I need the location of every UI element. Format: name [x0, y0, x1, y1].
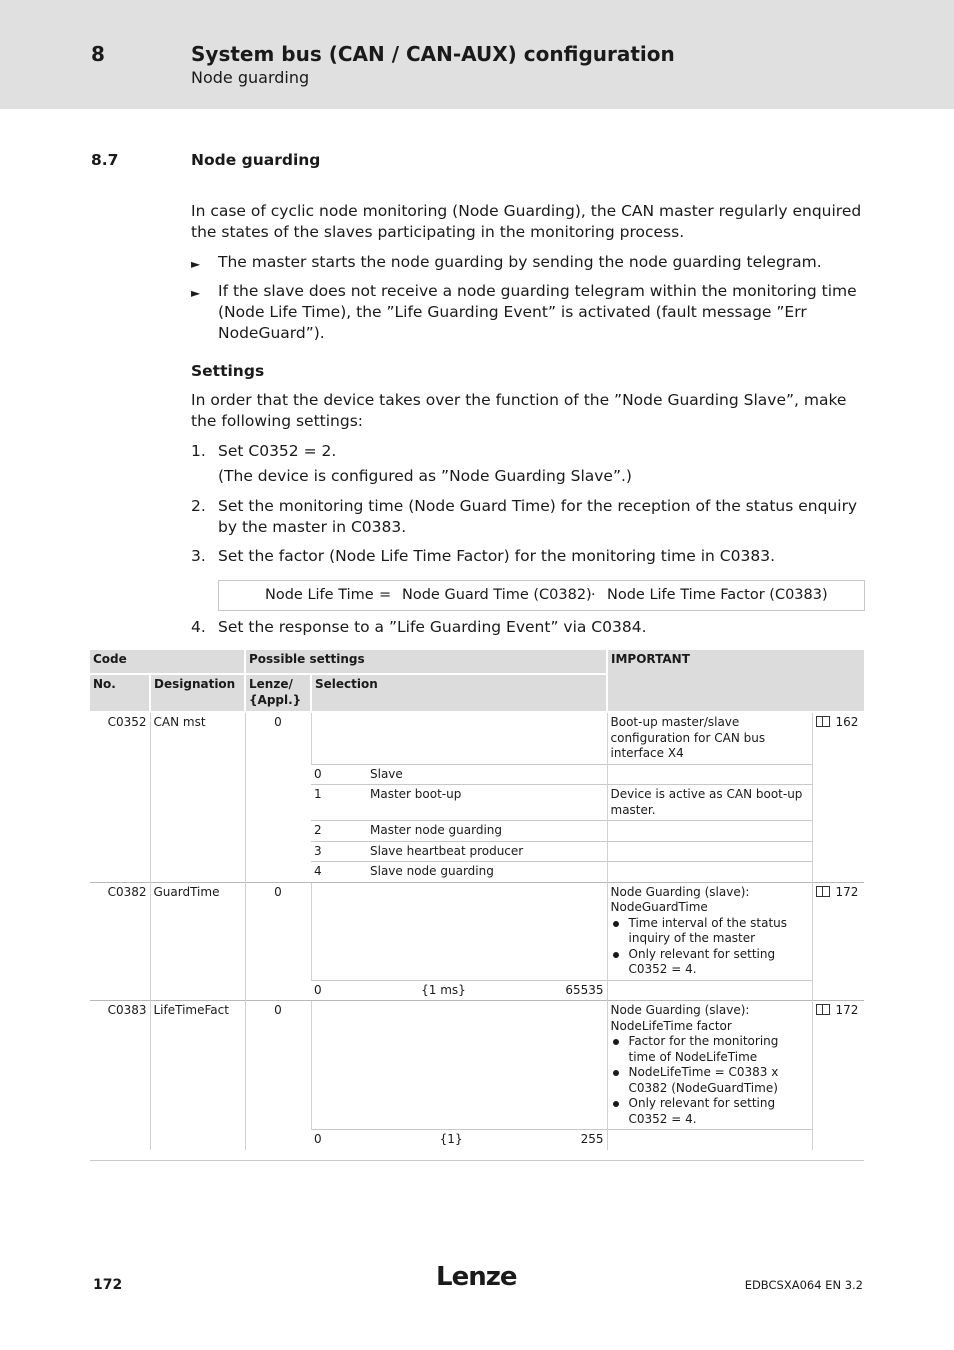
empty-cell — [607, 980, 812, 1001]
formula-term2: Node Life Time Factor (C0383) — [607, 587, 828, 603]
step-number: 3. — [191, 547, 206, 565]
header-selection: Selection — [311, 674, 607, 712]
important-list — [611, 1034, 809, 1127]
formula-term1: Node Guard Time (C0382) — [402, 587, 592, 603]
table-row — [90, 882, 864, 980]
selection-cell — [311, 712, 607, 764]
important-text: Boot-up master/slave configuration for CAN bus interface X4 — [607, 712, 812, 764]
book-icon — [816, 1004, 830, 1015]
table-bottom-rule — [90, 1160, 864, 1161]
empty-cell — [607, 1130, 812, 1150]
table-row — [90, 1001, 864, 1130]
list-item: Only relevant for setting C0352 = 4. — [611, 1096, 809, 1127]
range-unit: {1} — [439, 1132, 463, 1146]
option-label: Slave — [370, 766, 403, 781]
chapter-number: 8 — [91, 42, 105, 66]
step-text: Set the monitoring time (Node Guard Time) for the reception of the status enquiry by the master in C0383. — [218, 497, 858, 536]
arrow-icon: ► — [191, 257, 201, 271]
formula-lhs: Node Life Time — [265, 587, 374, 603]
lenze-logo: Lenze — [436, 1262, 517, 1292]
formula-box — [218, 580, 865, 611]
range-unit: {1 ms} — [421, 982, 466, 997]
intro-paragraph: In case of cyclic node monitoring (Node Guarding), the CAN master regularly enquired the states of the slaves participating in the monitoring process. — [191, 202, 862, 241]
header-possible-settings: Possible settings — [245, 650, 607, 674]
option-label: Slave node guarding — [370, 864, 494, 878]
list-item: NodeLifeTime = C0383 x C0382 (NodeGuardTime) — [611, 1065, 809, 1096]
option-note — [607, 821, 812, 842]
range-min: 0 — [314, 1132, 322, 1146]
code-no: C0383 — [90, 1001, 150, 1150]
step-text: Set C0352 = 2. — [218, 442, 337, 460]
selection-option — [311, 764, 607, 785]
code-default: 0 — [245, 712, 311, 882]
table-row — [90, 712, 864, 764]
important-title: Node Guarding (slave): NodeGuardTime — [610, 884, 750, 914]
settings-intro: In order that the device takes over the function of the ”Node Guarding Slave”, make the following settings: — [191, 391, 847, 430]
important-cell — [607, 882, 812, 980]
selection-range — [311, 1130, 607, 1150]
code-no: C0382 — [90, 882, 150, 1001]
list-item: Time interval of the status inquiry of the master — [611, 916, 809, 947]
page-ref-number: 172 — [835, 884, 859, 899]
bullet-text: The master starts the node guarding by sending the node guarding telegram. — [218, 253, 822, 271]
option-label: Master boot-up — [370, 787, 462, 801]
code-designation: LifeTimeFact — [150, 1001, 245, 1150]
selection-option — [311, 821, 607, 842]
formula-operator: · — [591, 587, 596, 603]
book-icon — [816, 886, 830, 897]
chapter-subtitle: Node guarding — [191, 68, 310, 87]
option-value: 3 — [314, 843, 322, 858]
settings-heading: Settings — [191, 362, 265, 380]
option-label: Master node guarding — [370, 823, 503, 837]
code-designation: GuardTime — [150, 882, 245, 1001]
important-list — [611, 916, 809, 978]
code-no: C0352 — [90, 712, 150, 882]
page-reference — [812, 882, 864, 1001]
option-value: 1 — [314, 787, 322, 801]
range-max: 65535 — [565, 982, 604, 997]
option-label: Slave heartbeat producer — [370, 843, 524, 858]
important-cell — [607, 1001, 812, 1130]
document-id: EDBCSXA064 EN 3.2 — [744, 1278, 863, 1292]
step-number: 4. — [191, 618, 206, 636]
step-text: Set the response to a ”Life Guarding Event” via C0384. — [218, 618, 647, 636]
code-default: 0 — [245, 1001, 311, 1150]
page-reference — [812, 712, 864, 882]
section-number: 8.7 — [91, 151, 119, 169]
page-ref-number: 162 — [835, 715, 859, 729]
formula-equals: = — [379, 587, 392, 603]
list-item: Only relevant for setting C0352 = 4. — [611, 947, 809, 978]
option-value: 4 — [314, 864, 322, 878]
important-title: Node Guarding (slave): NodeLifeTime factor — [610, 1003, 750, 1033]
bullet-text: If the slave does not receive a node guarding telegram within the monitoring time (Node Life Time), the ”Life Guarding Event” is activated (fault message ”Err NodeGuard”). — [218, 282, 857, 342]
header-code: Code — [90, 650, 245, 674]
selection-range — [311, 980, 607, 1001]
page-ref-number: 172 — [835, 1003, 859, 1017]
range-max: 255 — [580, 1132, 604, 1146]
selection-cell — [311, 882, 607, 980]
header-lenze: Lenze/ {Appl.} — [245, 674, 311, 712]
chapter-title: System bus (CAN / CAN-AUX) configuration — [191, 42, 675, 66]
selection-option — [311, 841, 607, 862]
option-note — [607, 841, 812, 862]
option-value: 2 — [314, 823, 322, 837]
selection-cell — [311, 1001, 607, 1130]
page-reference — [812, 1001, 864, 1150]
header-important: IMPORTANT — [607, 650, 864, 712]
code-default: 0 — [245, 882, 311, 1001]
code-designation: CAN mst — [150, 712, 245, 882]
option-value: 0 — [314, 766, 322, 781]
list-item: Factor for the monitoring time of NodeLifeTime — [611, 1034, 809, 1065]
option-note — [607, 862, 812, 883]
header-no: No. — [90, 674, 150, 712]
code-table — [90, 650, 864, 1150]
arrow-icon: ► — [191, 286, 201, 300]
step-number: 2. — [191, 497, 206, 515]
option-note: Device is active as CAN boot-up master. — [607, 785, 812, 821]
step-text: Set the factor (Node Life Time Factor) for the monitoring time in C0383. — [218, 547, 775, 565]
selection-option — [311, 862, 607, 883]
range-min: 0 — [314, 982, 322, 997]
page-number: 172 — [93, 1277, 123, 1293]
step-number: 1. — [191, 442, 206, 460]
book-icon — [816, 716, 830, 727]
selection-option — [311, 785, 607, 821]
section-title: Node guarding — [191, 151, 321, 169]
header-designation: Designation — [150, 674, 245, 712]
option-note — [607, 764, 812, 785]
step-note-text: (The device is configured as ”Node Guarding Slave”.) — [218, 467, 632, 485]
